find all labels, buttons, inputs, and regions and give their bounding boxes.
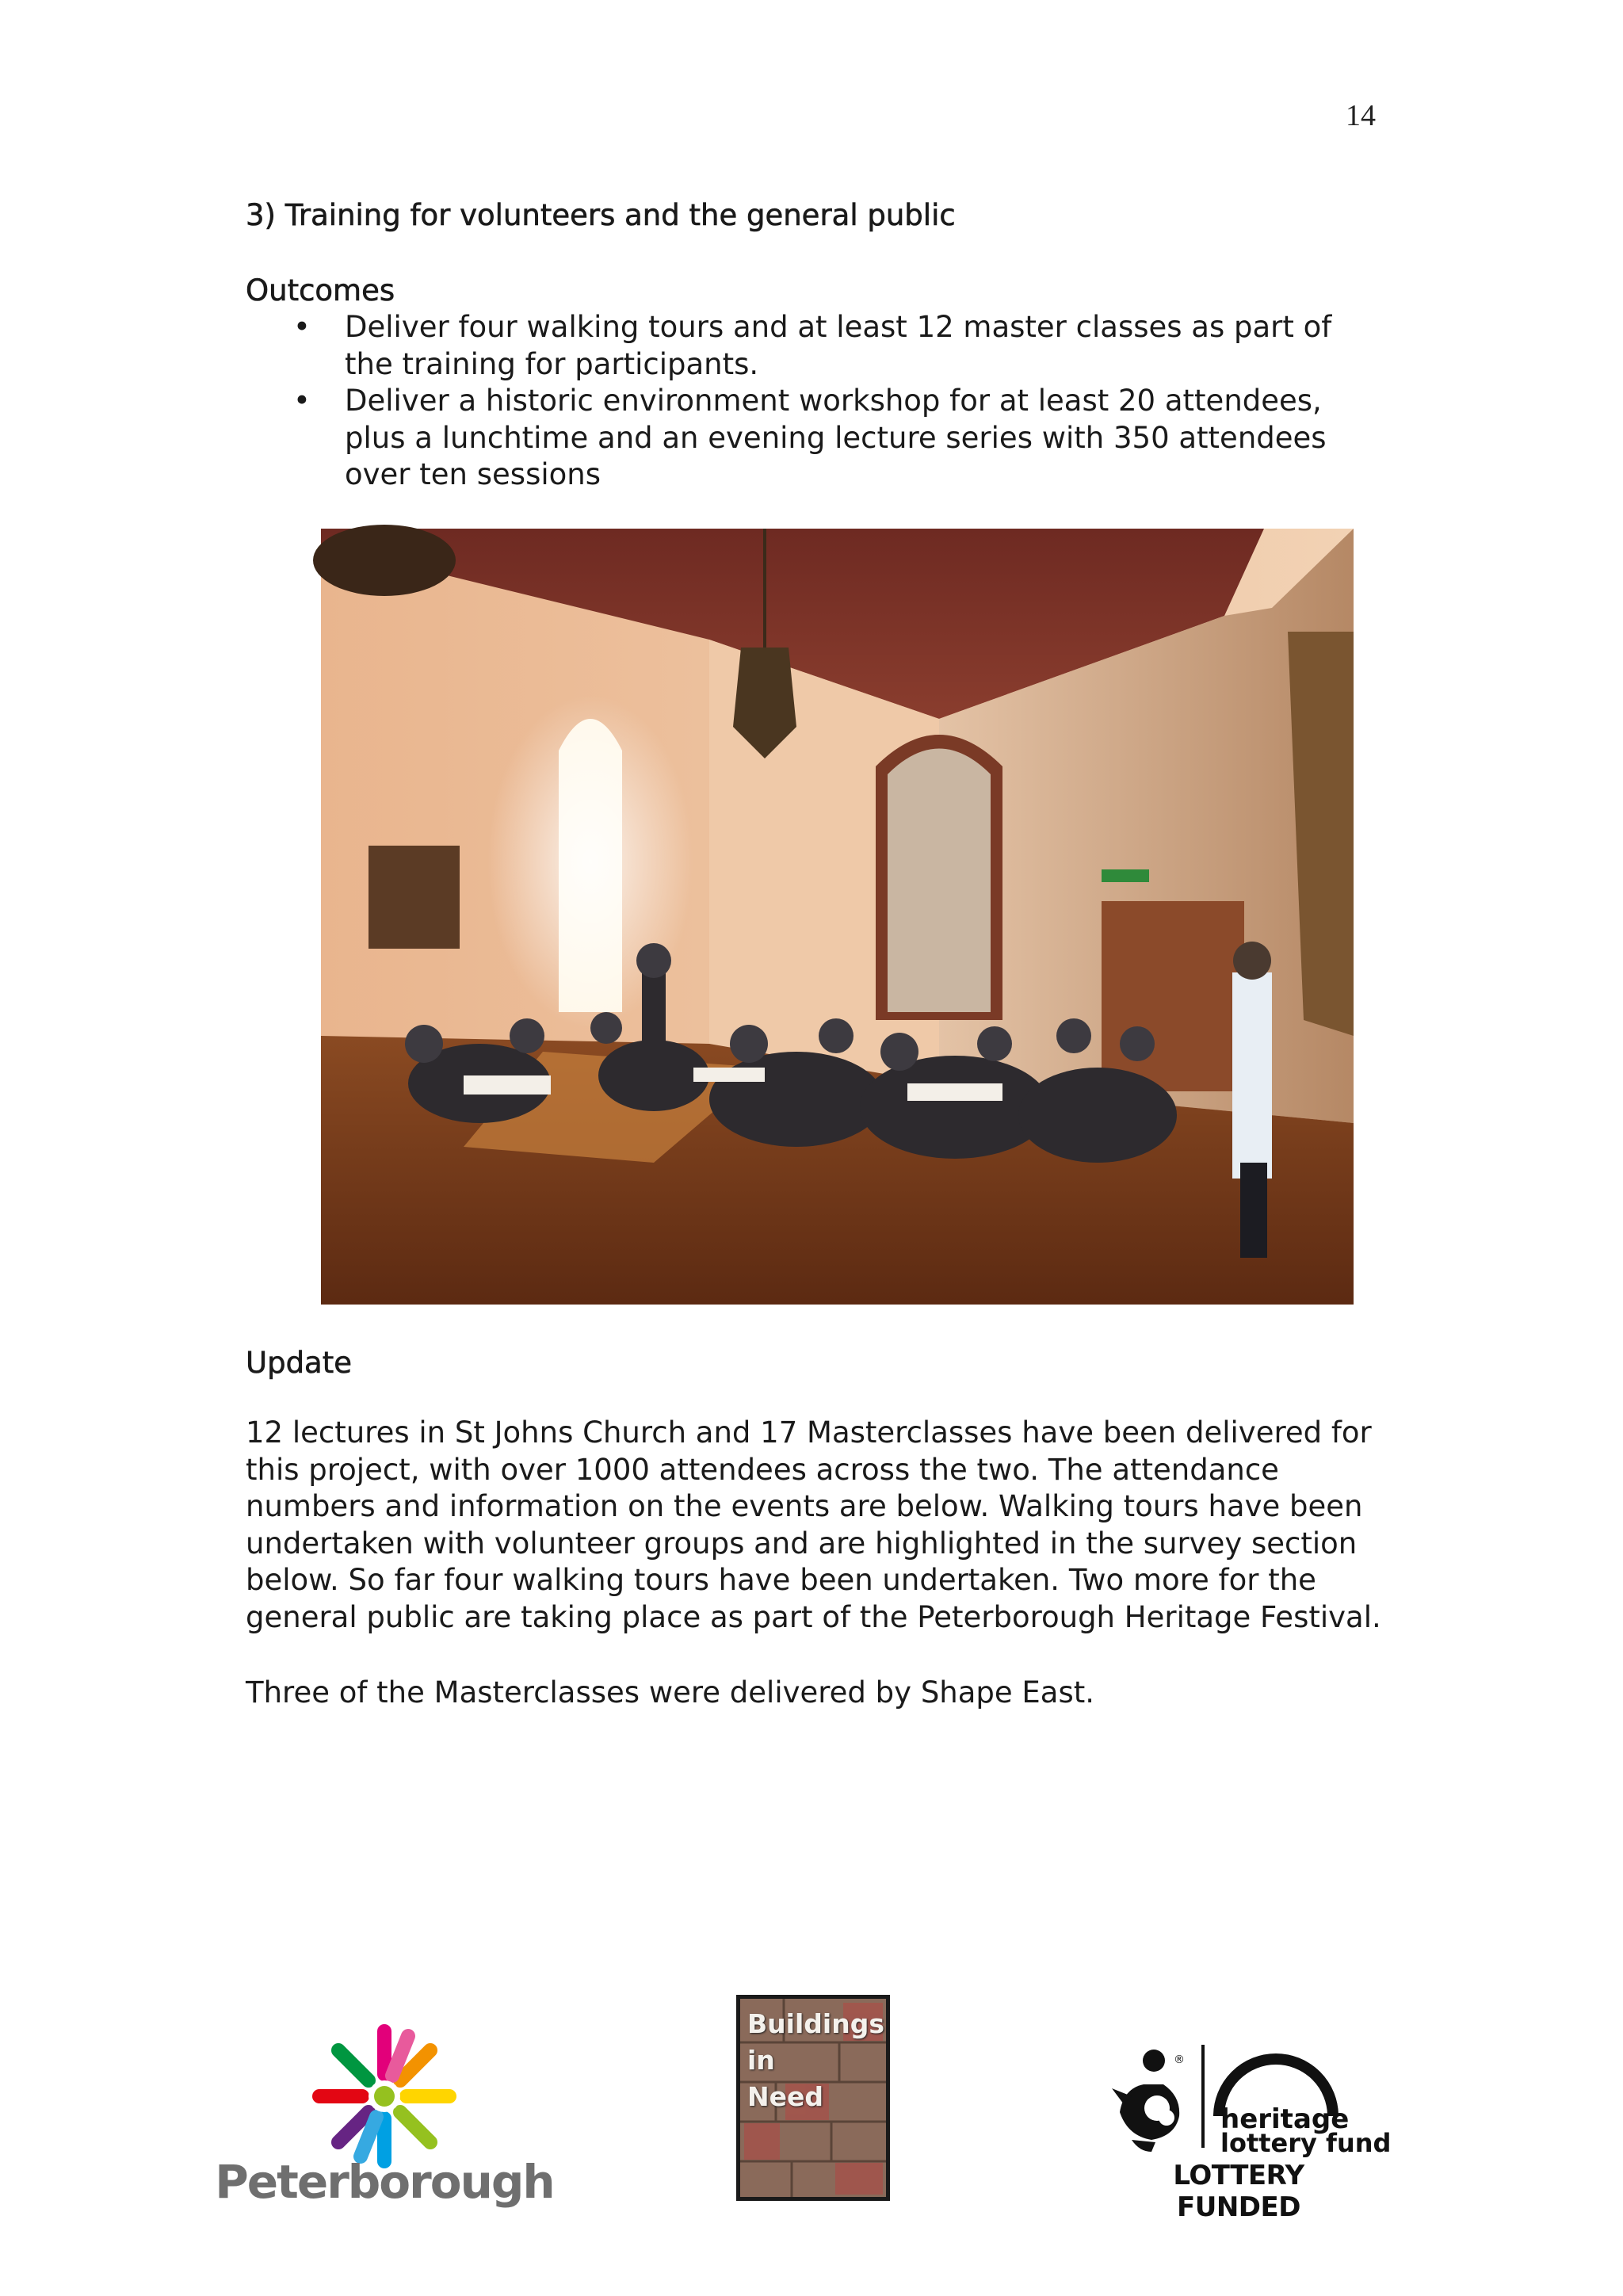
bin-line: Buildings [747, 2008, 884, 2039]
hlf-name-line2: lottery fund [1220, 2128, 1392, 2158]
outcome-item: • Deliver a historic environment workshop for at least 20 attendees, plus a lunchtime and an evening lecture series with 350 attendees over ten sessions [246, 383, 1387, 494]
hlf-name-line1: heritage [1220, 2103, 1350, 2135]
lottery-funded-label: LOTTERY FUNDED [1173, 2160, 1304, 2223]
update-heading: Update [246, 1346, 352, 1380]
update-paragraph: 12 lectures in St Johns Church and 17 Masterclasses have been delivered for this project, with over 1000 attendees across the two. The attendance numbers and information on the events are below. Walking tours have been undertaken with volunteer groups and are highlighted in the survey section below. So far four walking tours have been undertaken. Two more for the general public are taking place as part of the Peterborough Heritage Festival. [246, 1415, 1381, 1634]
buildings-in-need-logo [736, 1995, 890, 2201]
outcome-item: • Deliver four walking tours and at least 12 master classes as part of the training for participants. [246, 309, 1387, 383]
heritage-lottery-fund-logo [1108, 2041, 1392, 2223]
outcomes-heading: Outcomes [246, 273, 395, 308]
outcomes-list [246, 309, 1387, 494]
workshop-photo [321, 529, 1354, 1305]
bin-line: Need [747, 2081, 824, 2112]
page-number: 14 [1346, 99, 1376, 132]
bin-line: in [747, 2045, 775, 2076]
section-heading: 3) Training for volunteers and the general public [246, 198, 956, 232]
peterborough-wordmark: Peterborough [215, 2155, 554, 2209]
registered-mark: ® [1174, 2053, 1185, 2066]
peterborough-logo [215, 2017, 554, 2209]
masterclasses-note: Three of the Masterclasses were delivered by Shape East. [246, 1675, 1095, 1710]
